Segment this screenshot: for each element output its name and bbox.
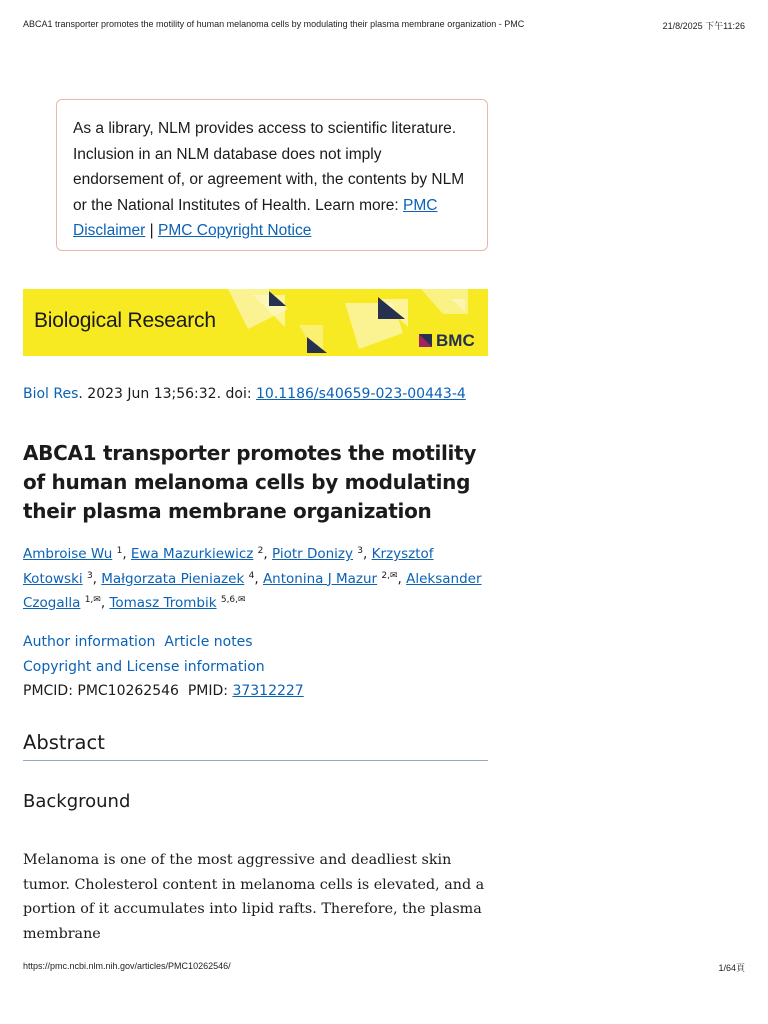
author-separator: , bbox=[100, 595, 110, 611]
author-link[interactable]: Tomasz Trombik bbox=[109, 595, 217, 611]
author-affiliation-sup: 4 bbox=[248, 570, 255, 581]
pmid-label: PMID: bbox=[187, 683, 228, 699]
author-separator: , bbox=[92, 570, 102, 587]
journal-abbrev-link[interactable]: Biol Res bbox=[23, 386, 79, 402]
background-heading: Background bbox=[23, 791, 131, 812]
author-separator: , bbox=[363, 546, 372, 562]
citation-line bbox=[23, 386, 466, 402]
pmid-link[interactable]: 37312227 bbox=[232, 683, 304, 699]
print-footer bbox=[23, 961, 745, 975]
author-link[interactable]: Antonina J Mazur bbox=[262, 570, 378, 587]
bmc-wordmark: BMC bbox=[436, 331, 475, 350]
author-link[interactable]: Aleksander Czogalla bbox=[23, 570, 482, 611]
author-affiliation-sup: 5,6,✉ bbox=[220, 595, 246, 605]
author-link[interactable]: Krzysztof Kotowski bbox=[23, 546, 434, 587]
author-list bbox=[23, 542, 493, 616]
author-affiliation-sup: 1 bbox=[116, 546, 123, 556]
author-separator: , bbox=[254, 570, 263, 587]
print-header-datetime: 21/8/2025 下午11:26 bbox=[662, 21, 745, 31]
author-separator: , bbox=[397, 570, 407, 587]
disclaimer-text: As a library, NLM provides access to scientific literature. Inclusion in an NLM database does not imply endorsement of, or agreement with, the contents by NLM or the National Institutes of Health. bbox=[73, 120, 465, 214]
author-information-link[interactable]: Author information bbox=[23, 634, 156, 650]
author-affiliation-sup: 1,✉ bbox=[84, 595, 101, 605]
journal-banner[interactable] bbox=[23, 289, 488, 356]
author-separator: , bbox=[263, 546, 272, 562]
author-affiliation-sup: 2,✉ bbox=[381, 570, 398, 581]
print-header bbox=[23, 19, 745, 33]
article-meta bbox=[23, 630, 304, 704]
author-affiliation-sup: 3 bbox=[86, 570, 93, 581]
print-footer-page-number: 1/64頁 bbox=[718, 963, 745, 973]
journal-name: Biological Research bbox=[34, 309, 216, 332]
doi-prefix-link[interactable]: 10.1186 bbox=[256, 386, 314, 402]
author-link[interactable]: Ewa Mazurkiewicz bbox=[130, 546, 254, 562]
abstract-background-text: Melanoma is one of the most aggressive and deadliest skin tumor. Cholesterol content in melanoma cells is elevated, and a portion of it accumulates into lipid rafts. Therefore, the plasma membrane bbox=[23, 852, 485, 942]
nlm-disclaimer-box bbox=[56, 99, 488, 251]
article-title: ABCA1 transporter promotes the motility of human melanoma cells by modulating their plasma membrane organization bbox=[23, 441, 477, 523]
copyright-license-link[interactable]: Copyright and License information bbox=[23, 658, 265, 675]
pmc-copyright-notice-link[interactable]: PMC Copyright Notice bbox=[158, 222, 312, 239]
abstract-heading: Abstract bbox=[23, 731, 105, 754]
author-link[interactable]: Ambroise Wu bbox=[23, 546, 113, 562]
author-link[interactable]: Piotr Donizy bbox=[271, 546, 353, 562]
article-notes-link[interactable]: Article notes bbox=[164, 634, 253, 650]
author-affiliation-sup: 3 bbox=[357, 546, 364, 556]
pmcid-label: PMCID: PMC10262546 bbox=[23, 683, 179, 699]
print-header-title: ABCA1 transporter promotes the motility of human melanoma cells by modulating their plasma membrane organization - PMC bbox=[23, 19, 525, 29]
citation-date-volume: . 2023 Jun 13;56:32. doi: bbox=[78, 386, 256, 402]
bmc-mark-icon bbox=[419, 334, 432, 347]
author-link[interactable]: Małgorzata Pieniazek bbox=[101, 570, 245, 587]
abstract-divider bbox=[23, 760, 488, 761]
author-separator: , bbox=[122, 546, 131, 562]
link-separator: | bbox=[149, 222, 154, 239]
learn-more-label: Learn more: bbox=[315, 196, 399, 214]
doi-link[interactable]: /s40659-023-00443-4 bbox=[313, 386, 466, 402]
pmc-disclaimer-link[interactable]: PMC Disclaimer bbox=[73, 196, 438, 239]
author-affiliation-sup: 2 bbox=[257, 546, 264, 556]
print-footer-url: https://pmc.ncbi.nlm.nih.gov/articles/PMC10262546/ bbox=[23, 961, 231, 971]
